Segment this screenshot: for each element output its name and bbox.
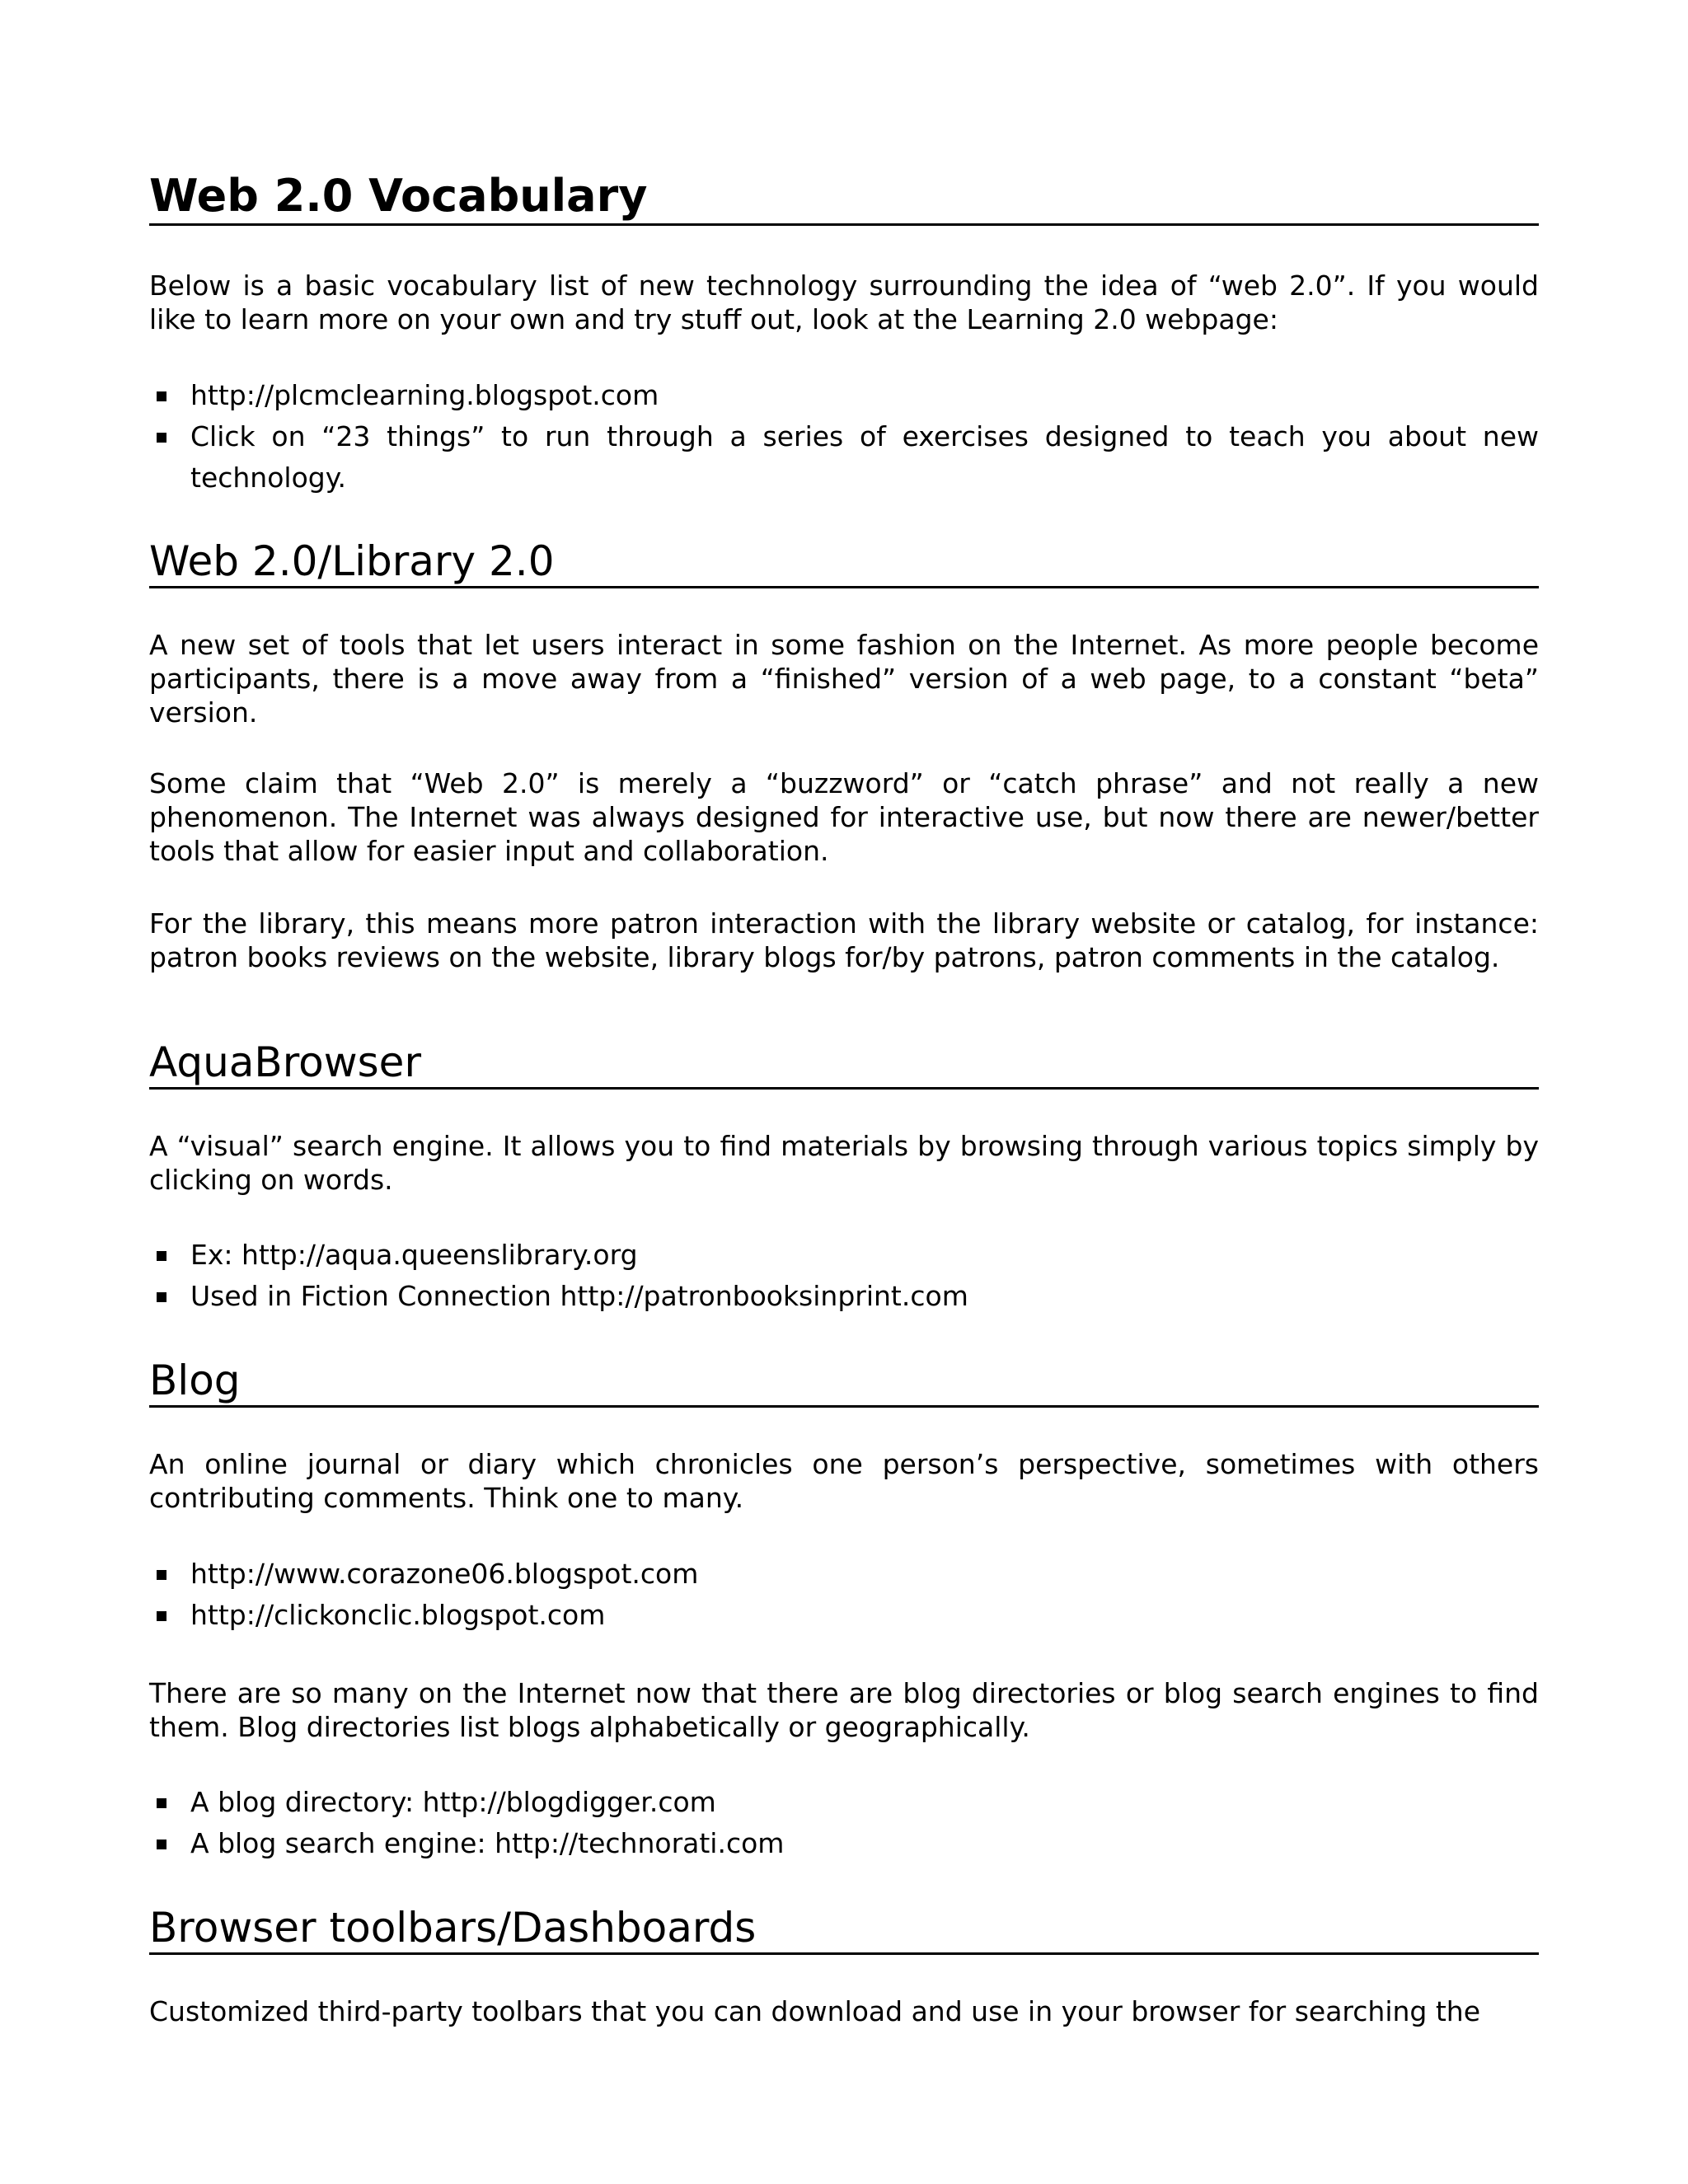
square-bullet-icon bbox=[157, 1798, 166, 1808]
blog-paragraph-2: There are so many on the Internet now that there are blog directories or blog search engines to find them. Blog directories list blogs alphabetically or geographically. bbox=[149, 1677, 1539, 1743]
list-item bbox=[149, 1554, 1539, 1595]
square-bullet-icon bbox=[157, 1611, 166, 1621]
web20-paragraph-2: Some claim that “Web 2.0” is merely a “buzzword” or “catch phrase” and not really a new phenomenon. The Internet was always designed for interactive use, but now there are newer/better tools that allow for easier input and collaboration. bbox=[149, 767, 1539, 867]
aquabrowser-paragraph: A “visual” search engine. It allows you to find materials by browsing through various topics simply by clicking on words. bbox=[149, 1130, 1539, 1196]
square-bullet-icon bbox=[157, 1570, 166, 1580]
section-heading-toolbars: Browser toolbars/Dashboards bbox=[149, 1904, 1539, 1955]
link-text[interactable]: http://www.corazone06.blogspot.com bbox=[190, 1558, 699, 1590]
web20-paragraph-1: A new set of tools that let users interact in some fashion on the Internet. As more people become participants, there is a move away from a “finished” version of a web page, to a constant “beta” version. bbox=[149, 629, 1539, 729]
page-title: Web 2.0 Vocabulary bbox=[149, 170, 1539, 226]
toolbars-paragraph: Customized third-party toolbars that you can download and use in your browser for searching the bbox=[149, 1995, 1481, 2027]
list-item bbox=[149, 1235, 1539, 1276]
list-item bbox=[149, 416, 1539, 499]
section-heading-web20: Web 2.0/Library 2.0 bbox=[149, 537, 1539, 588]
intro-list bbox=[149, 375, 1539, 499]
link-text[interactable]: http://plcmclearning.blogspot.com bbox=[190, 379, 659, 411]
blog-list-1 bbox=[149, 1554, 1539, 1636]
list-item-text: A blog search engine: http://technorati.com bbox=[190, 1827, 785, 1859]
list-item-text: Ex: http://aqua.queenslibrary.org bbox=[190, 1239, 638, 1271]
list-item bbox=[149, 1823, 1539, 1864]
blog-paragraph-1: An online journal or diary which chronicles one person’s perspective, sometimes with others contributing comments. Think one to many. bbox=[149, 1448, 1539, 1514]
intro-paragraph: Below is a basic vocabulary list of new technology surrounding the idea of “web 2.0”. If you would like to learn more on your own and try stuff out, look at the Learning 2.0 webpage: bbox=[149, 269, 1539, 335]
link-text[interactable]: http://clickonclic.blogspot.com bbox=[190, 1599, 606, 1631]
blog-list-2 bbox=[149, 1782, 1539, 1864]
list-item bbox=[149, 375, 1539, 416]
web20-paragraph-3: For the library, this means more patron interaction with the library website or catalog, for instance: patron books reviews on the website, library blogs for/by patrons, patron comments in the catalog. bbox=[149, 907, 1539, 973]
section-heading-blog: Blog bbox=[149, 1357, 1539, 1408]
list-item bbox=[149, 1782, 1539, 1823]
list-item-text: Used in Fiction Connection http://patronbooksinprint.com bbox=[190, 1280, 968, 1312]
square-bullet-icon bbox=[157, 1251, 166, 1261]
square-bullet-icon bbox=[157, 391, 166, 401]
square-bullet-icon bbox=[157, 1840, 166, 1849]
list-item-text: A blog directory: http://blogdigger.com bbox=[190, 1786, 716, 1818]
list-item-text: Click on “23 things” to run through a series of exercises designed to teach you about new technology. bbox=[190, 420, 1539, 494]
square-bullet-icon bbox=[157, 1292, 166, 1302]
square-bullet-icon bbox=[157, 433, 166, 443]
list-item bbox=[149, 1595, 1539, 1636]
aquabrowser-list bbox=[149, 1235, 1539, 1317]
list-item bbox=[149, 1276, 1539, 1317]
section-heading-aquabrowser: AquaBrowser bbox=[149, 1038, 1539, 1090]
